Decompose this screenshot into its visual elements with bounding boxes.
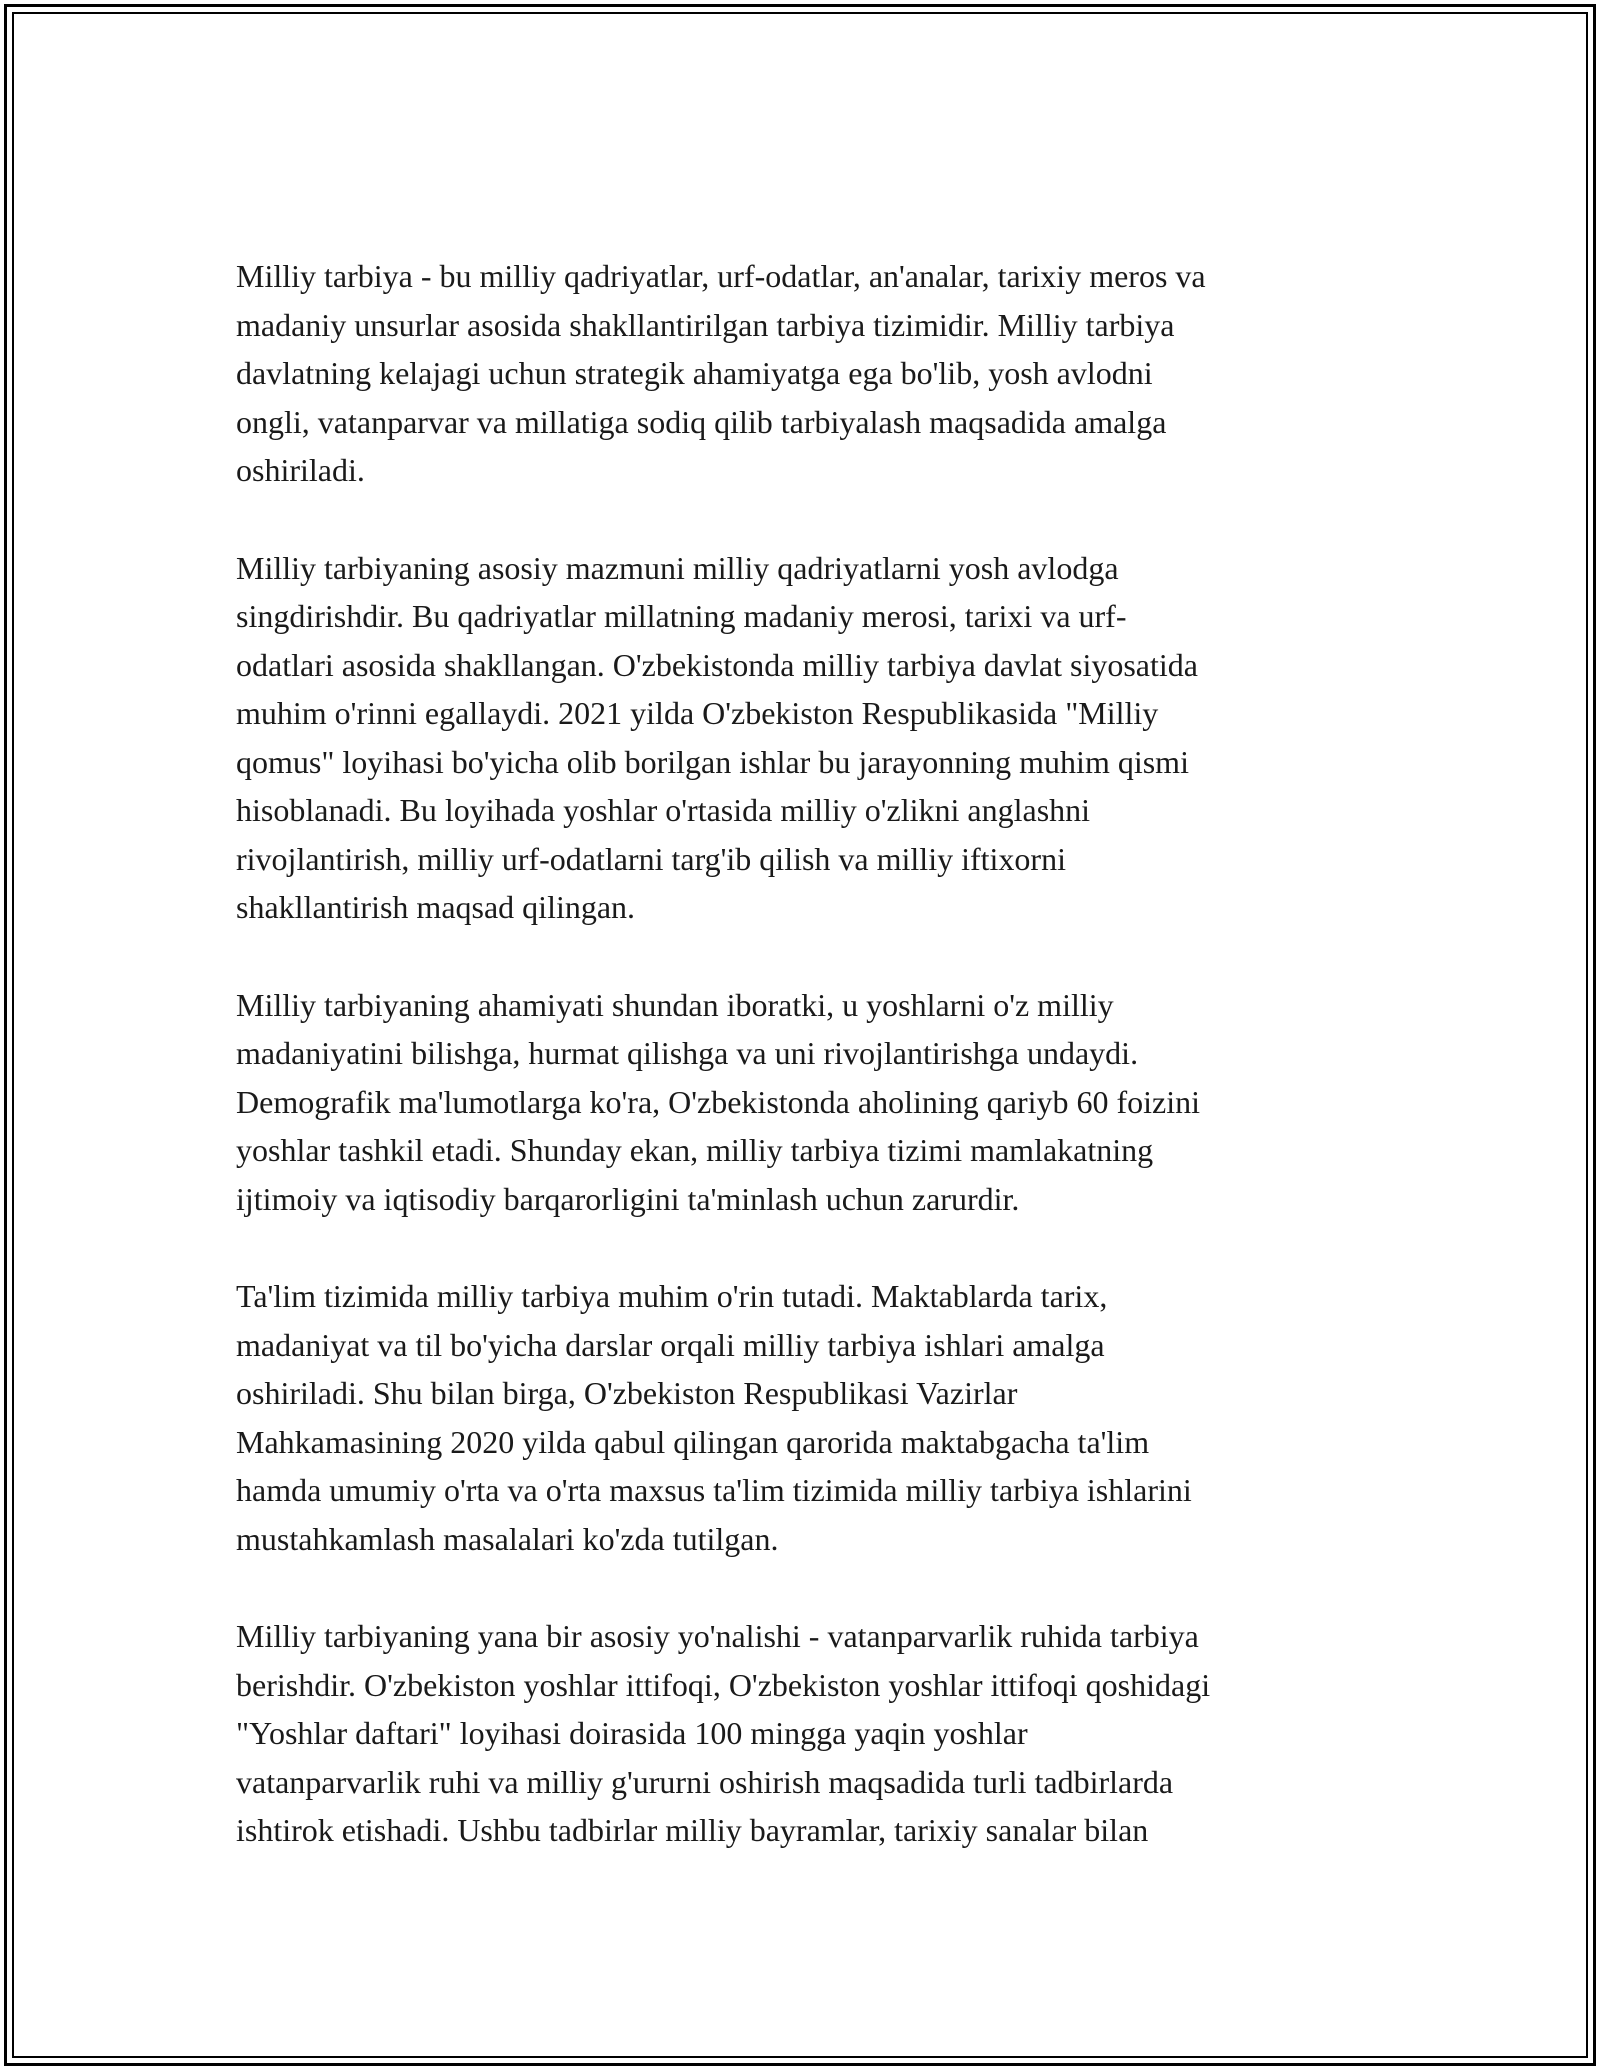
text-line: muhim o'rinni egallaydi. 2021 yilda O'zbekiston Respublikasida "Milliy (236, 695, 1159, 731)
text-line: Mahkamasining 2020 yilda qabul qilingan qarorida maktabgacha ta'lim (236, 1423, 1150, 1460)
text-line: qomus" loyihasi bo'yicha olib borilgan ishlar bu jarayonning muhim qismi (236, 743, 1189, 780)
text-line: Milliy tarbiyaning asosiy mazmuni milliy qadriyatlarni yosh avlodga (236, 549, 1119, 586)
text-line: Milliy tarbiyaning yana bir asosiy yo'nalishi - vatanparvarlik ruhida tarbiya (236, 1618, 1199, 1654)
text-line: oshiriladi. Shu bilan birga, O'zbekiston Respublikasi Vazirlar (236, 1375, 1018, 1411)
text-line: hisoblanadi. Bu loyihada yoshlar o'rtasida milliy o'zlikni anglashni (236, 792, 1091, 828)
document-body (236, 252, 1366, 1904)
text-line: Milliy tarbiyaning ahamiyati shundan iboratki, u yoshlarni o'z milliy (236, 986, 1114, 1023)
text-line: Milliy tarbiya - bu milliy qadriyatlar, urf-odatlar, an'analar, tarixiy meros va (236, 258, 1206, 294)
paragraph-2 (236, 544, 1366, 932)
text-line: vatanparvarlik ruhi va milliy g'ururni oshirish maqsadida turli tadbirlarda (236, 1763, 1174, 1800)
text-line: berishdir. O'zbekiston yoshlar ittifoqi, O'zbekiston yoshlar ittifoqi qoshidagi (236, 1666, 1211, 1703)
paragraph-3 (236, 981, 1366, 1224)
text-line: ishtirok etishadi. Ushbu tadbirlar milliy bayramlar, tarixiy sanalar bilan (236, 1812, 1149, 1848)
text-line: shakllantirish maqsad qilingan. (236, 889, 636, 925)
text-line: madaniyatini bilishga, hurmat qilishga va uni rivojlantirishga undaydi. (236, 1035, 1139, 1071)
paragraph-5 (236, 1612, 1366, 1855)
text-line: oshiriladi. (236, 452, 365, 488)
text-line: "Yoshlar daftari" loyihasi doirasida 100 mingga yaqin yoshlar (236, 1715, 1028, 1751)
text-line: Demografik ma'lumotlarga ko'ra, O'zbekistonda aholining qariyb 60 foizini (236, 1083, 1201, 1120)
text-line: rivojlantirish, milliy urf-odatlarni targ'ib qilish va milliy iftixorni (236, 840, 1066, 877)
text-line: ongli, vatanparvar va millatiga sodiq qilib tarbiyalash maqsadida amalga (236, 403, 1167, 440)
text-line: odatlari asosida shakllangan. O'zbekistonda milliy tarbiya davlat siyosatida (236, 646, 1198, 683)
text-line: ijtimoiy va iqtisodiy barqarorligini ta'minlash uchun zarurdir. (236, 1180, 1020, 1217)
text-line: madaniy unsurlar asosida shakllantirilgan tarbiya tizimidir. Milliy tarbiya (236, 306, 1175, 343)
paragraph-1 (236, 252, 1366, 495)
text-line: madaniyat va til bo'yicha darslar orqali milliy tarbiya ishlari amalga (236, 1326, 1105, 1363)
text-line: hamda umumiy o'rta va o'rta maxsus ta'lim tizimida milliy tarbiya ishlarini (236, 1472, 1192, 1508)
text-line: Ta'lim tizimida milliy tarbiya muhim o'rin tutadi. Maktablarda tarix, (236, 1278, 1108, 1314)
text-line: yoshlar tashkil etadi. Shunday ekan, milliy tarbiya tizimi mamlakatning (236, 1132, 1154, 1168)
paragraph-4 (236, 1272, 1366, 1563)
text-line: mustahkamlash masalalari ko'zda tutilgan. (236, 1520, 779, 1557)
text-line: singdirishdir. Bu qadriyatlar millatning madaniy merosi, tarixi va urf- (236, 598, 1127, 634)
text-line: davlatning kelajagi uchun strategik ahamiyatga ega bo'lib, yosh avlodni (236, 355, 1153, 391)
